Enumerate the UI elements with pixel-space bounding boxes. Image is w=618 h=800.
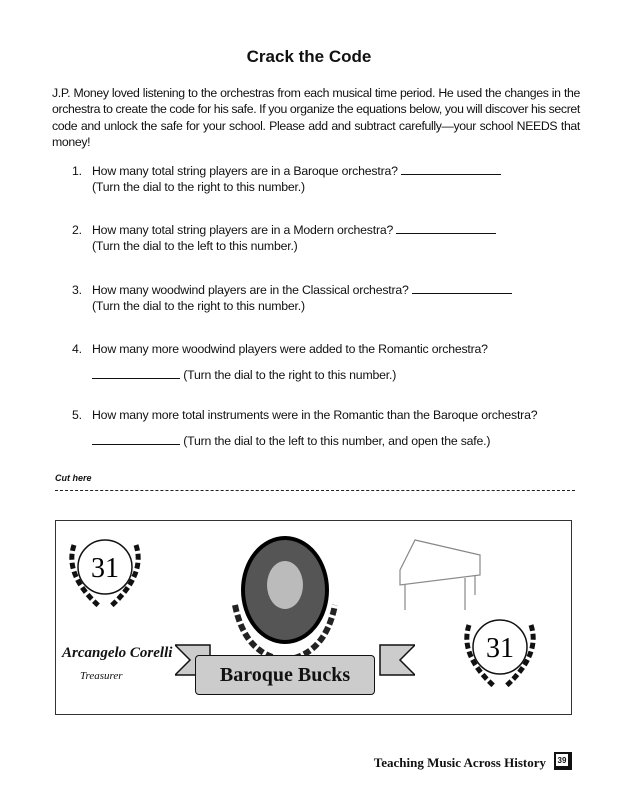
laurel-wreath-icon — [455, 605, 545, 700]
answer-blank[interactable] — [401, 164, 501, 175]
question-number: 3. — [72, 283, 82, 297]
cut-here-label: Cut here — [55, 473, 92, 483]
question-instruction: (Turn the dial to the right to this number.) — [92, 299, 305, 313]
question-5 — [72, 407, 537, 449]
bill-value-right: 31 — [486, 633, 514, 664]
question-3 — [72, 282, 512, 314]
intro-paragraph: J.P. Money loved listening to the orchestras from each musical time period. He used the changes in the orchestra to create the code for his safe. If you organize the equations below, you will discover his secret code and unlock the safe for your school. Please add and subtract carefully—your school NEEDS that money! — [52, 86, 580, 149]
question-number: 4. — [72, 342, 82, 356]
signature: Arcangelo Corelli — [62, 645, 173, 661]
question-text: How many total string players are in a Baroque orchestra? — [92, 164, 398, 178]
banner-title: Baroque Bucks — [195, 655, 375, 695]
question-number: 5. — [72, 408, 82, 422]
answer-blank[interactable] — [92, 368, 180, 379]
page-title: Crack the Code — [246, 47, 372, 66]
question-text: How many woodwind players are in the Classical orchestra? — [92, 283, 409, 297]
question-number: 2. — [72, 223, 82, 237]
harpsichord-icon — [395, 530, 485, 615]
question-text: How many more woodwind players were added to the Romantic orchestra? — [92, 342, 488, 356]
signer-title: Treasurer — [80, 670, 123, 682]
question-2 — [72, 222, 496, 254]
answer-blank[interactable] — [412, 283, 512, 294]
bill-value-left: 31 — [91, 553, 119, 584]
question-instruction: (Turn the dial to the left to this number, and open the safe.) — [183, 434, 491, 448]
question-instruction: (Turn the dial to the left to this number.) — [92, 239, 298, 253]
page-number: 39 — [554, 752, 572, 770]
answer-blank[interactable] — [396, 223, 496, 234]
question-1 — [72, 163, 501, 195]
answer-blank[interactable] — [92, 434, 180, 445]
question-text: How many more total instruments were in the Romantic than the Baroque orchestra? — [92, 408, 538, 422]
question-instruction: (Turn the dial to the right to this number.) — [183, 368, 397, 382]
cut-line — [55, 490, 575, 491]
question-instruction: (Turn the dial to the right to this number.) — [92, 180, 305, 194]
question-4 — [72, 341, 488, 383]
laurel-wreath-icon — [60, 525, 150, 620]
question-number: 1. — [72, 164, 82, 178]
footer-book-title: Teaching Music Across History — [373, 755, 546, 770]
question-text: How many total string players are in a Modern orchestra? — [92, 223, 394, 237]
